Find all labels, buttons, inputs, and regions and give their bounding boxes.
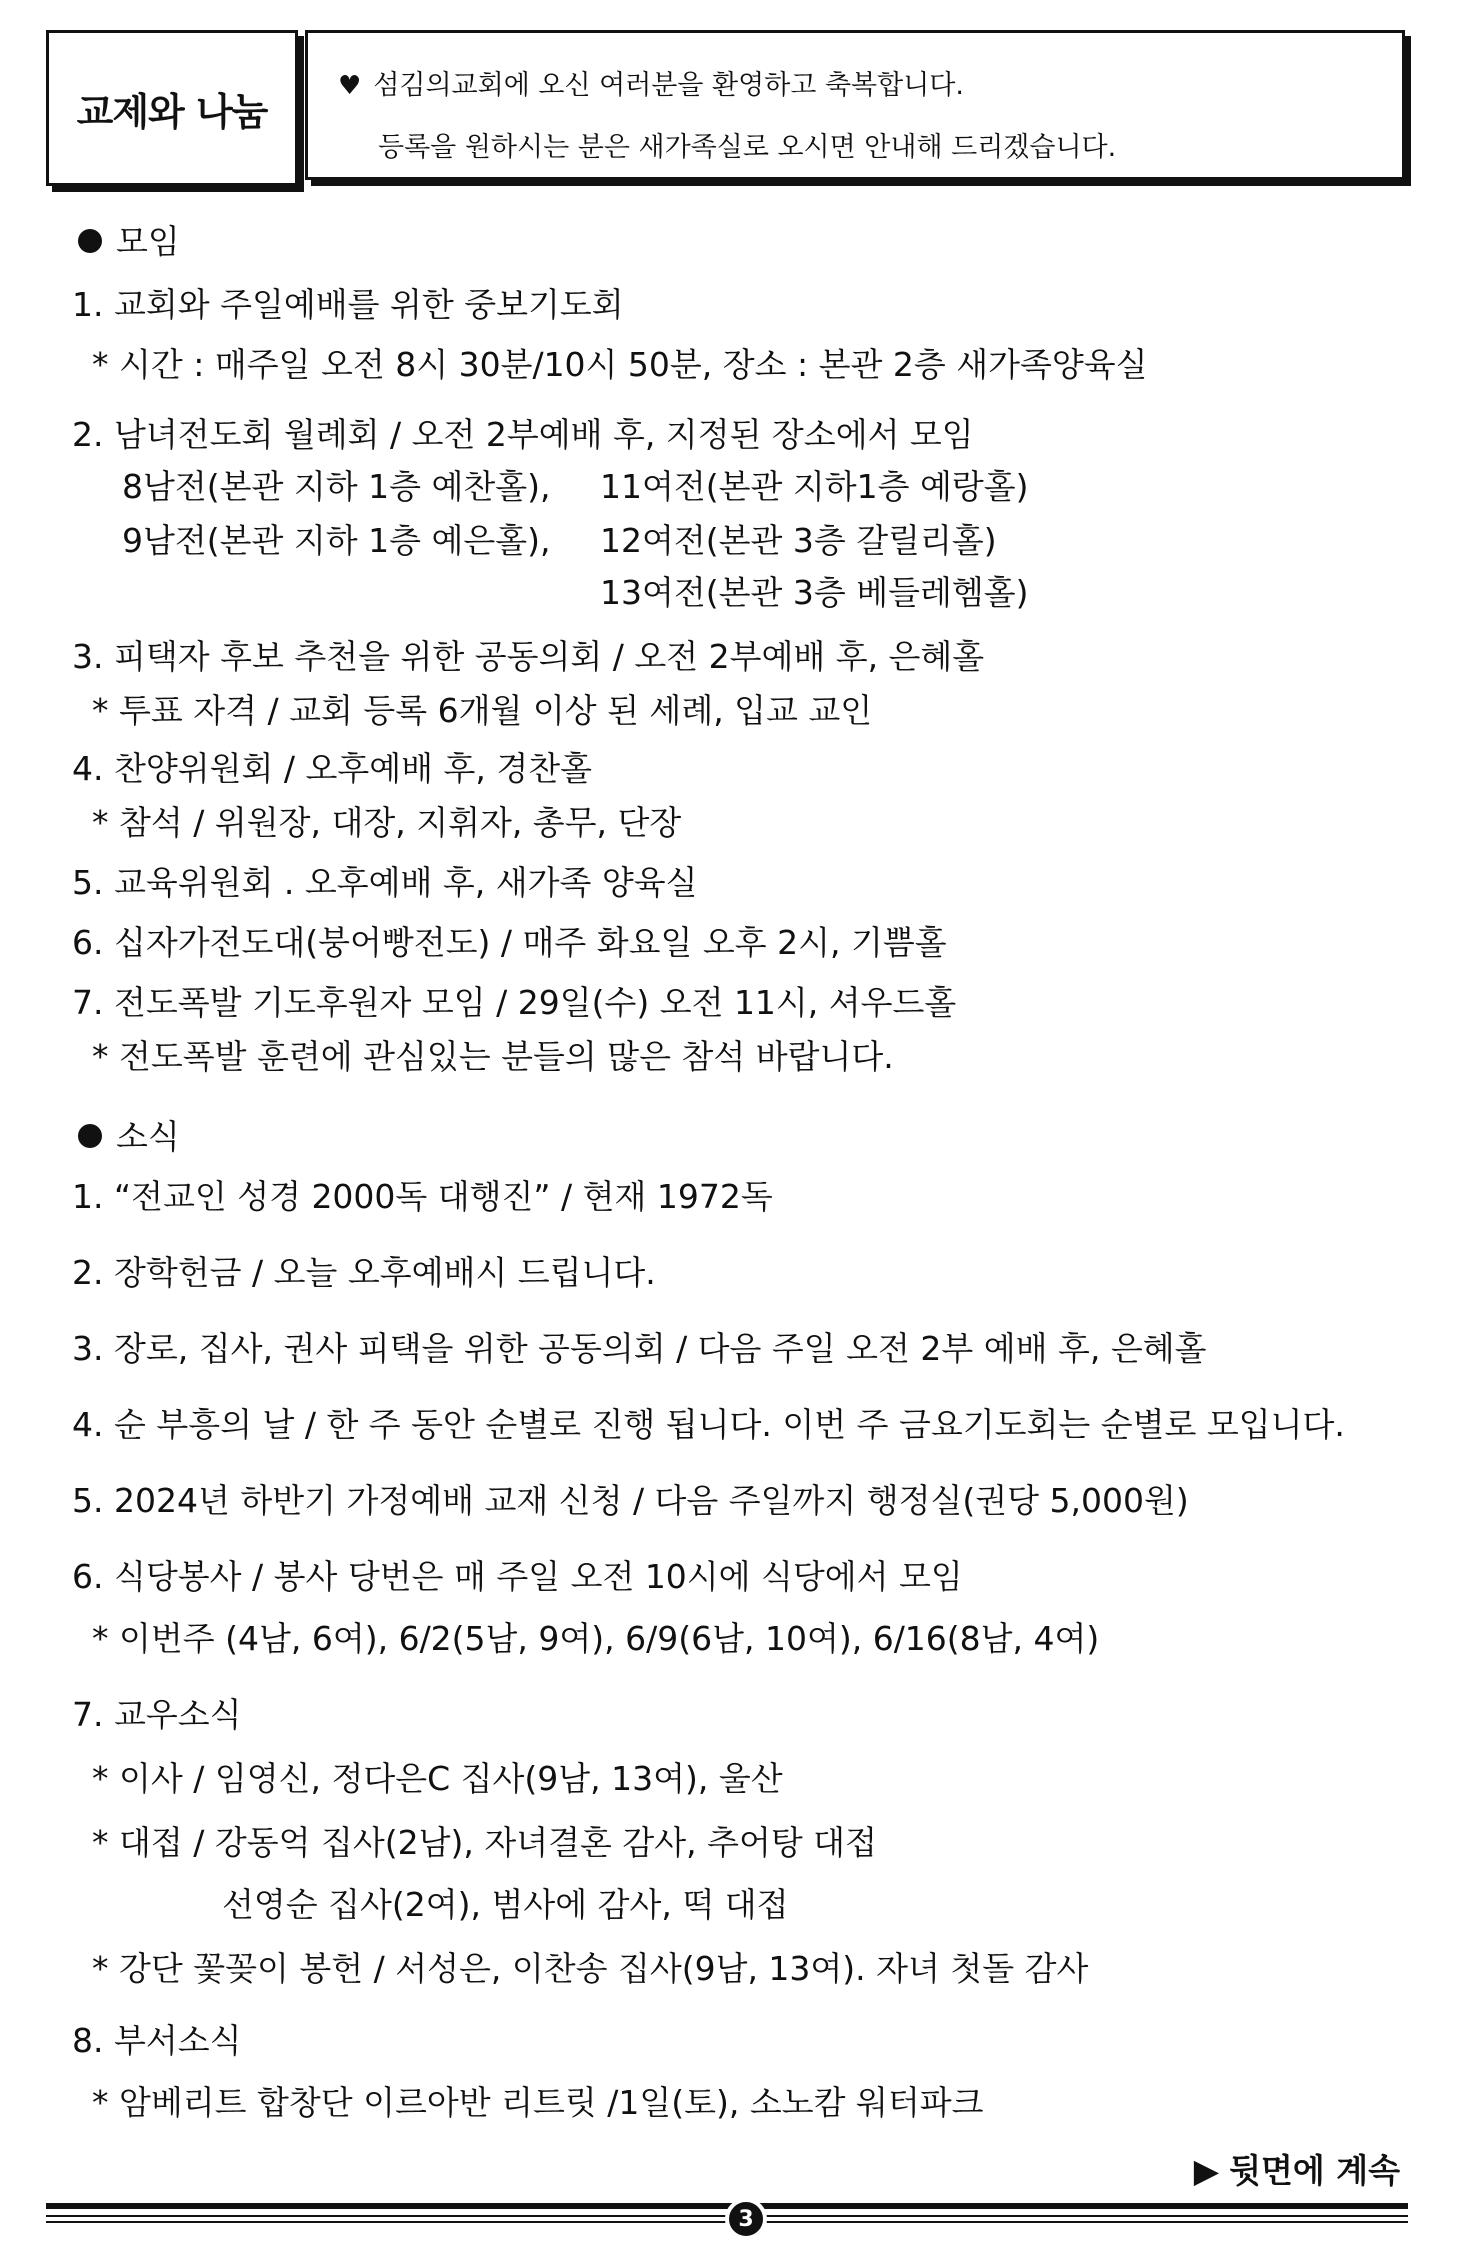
notice-text: * 투표 자격 / 교회 등록 6개월 이상 된 세례, 입교 교인 <box>92 691 873 730</box>
notice-line <box>600 573 1029 612</box>
notice-line <box>92 1949 1089 1988</box>
continue-note <box>1194 2145 1400 2192</box>
bullet-icon <box>78 229 102 253</box>
notice-line <box>600 521 997 560</box>
section-title: 교제와 나눔 <box>76 89 268 134</box>
notice-text: 선영순 집사(2여), 범사에 감사, 떡 대접 <box>222 1885 789 1924</box>
notice-text: 1. 교회와 주일예배를 위한 중보기도회 <box>72 285 624 324</box>
notice-text: * 대접 / 강동억 집사(2남), 자녀결혼 감사, 추어탕 대접 <box>92 1823 877 1862</box>
notice-line <box>72 983 957 1022</box>
notice-line <box>600 467 1029 506</box>
notice-text: * 암베리트 합창단 이르아반 리트릿 /1일(토), 소노캄 워터파크 <box>92 2083 984 2122</box>
notice-line <box>72 1405 1345 1444</box>
notice-text: * 참석 / 위원장, 대장, 지휘자, 총무, 단장 <box>92 803 682 842</box>
notice-line <box>92 1037 894 1076</box>
notice-line <box>72 2021 242 2060</box>
notice-line <box>92 345 1148 384</box>
bullet-icon <box>78 1124 102 1148</box>
notice-text: 소식 <box>116 1117 180 1156</box>
notice-line <box>72 749 592 788</box>
notice-line <box>72 637 985 676</box>
notice-text: * 시간 : 매주일 오전 8시 30분/10시 50분, 장소 : 본관 2층 새가족양육실 <box>92 345 1148 384</box>
notice-line <box>92 1759 783 1798</box>
welcome-box <box>305 30 1405 180</box>
notice-text: 6. 식당봉사 / 봉사 당번은 매 주일 오전 10시에 식당에서 모임 <box>72 1557 963 1596</box>
notice-text: 11여전(본관 지하1층 예랑홀) <box>600 467 1029 506</box>
notice-line <box>72 1177 773 1216</box>
notice-line <box>92 1823 877 1862</box>
section-heading <box>78 222 180 261</box>
notice-text: * 이사 / 임영신, 정다은C 집사(9남, 13여), 울산 <box>92 1759 783 1798</box>
triangle-right-icon: ▶ <box>1193 2151 1220 2190</box>
notice-text: 8. 부서소식 <box>72 2021 242 2060</box>
notice-text: 13여전(본관 3층 베들레헴홀) <box>600 573 1029 612</box>
welcome-text-1: 섬김의교회에 오신 여러분을 환영하고 축복합니다. <box>373 70 964 101</box>
notice-text: 3. 피택자 후보 추천을 위한 공동의회 / 오전 2부예배 후, 은혜홀 <box>72 637 985 676</box>
continue-text: 뒷면에 계속 <box>1229 2151 1400 2190</box>
notice-text: 8남전(본관 지하 1층 예찬홀), <box>122 467 551 506</box>
notice-line <box>72 415 974 454</box>
notice-line <box>122 521 551 560</box>
notice-text: * 전도폭발 훈련에 관심있는 분들의 많은 참석 바랍니다. <box>92 1037 894 1076</box>
notice-text: 3. 장로, 집사, 권사 피택을 위한 공동의회 / 다음 주일 오전 2부 예배 후, 은혜홀 <box>72 1329 1207 1368</box>
notice-text: 6. 십자가전도대(붕어빵전도) / 매주 화요일 오후 2시, 기쁨홀 <box>72 923 947 962</box>
notice-line <box>72 1557 963 1596</box>
notice-line <box>72 863 698 902</box>
notice-line <box>72 285 624 324</box>
notice-line <box>92 2083 984 2122</box>
notice-text: 7. 전도폭발 기도후원자 모임 / 29일(수) 오전 11시, 셔우드홀 <box>72 983 957 1022</box>
notice-text: 5. 2024년 하반기 가정예배 교재 신청 / 다음 주일까지 행정실(권당 5,000원) <box>72 1481 1189 1520</box>
notice-line <box>72 1695 242 1734</box>
notice-text: 9남전(본관 지하 1층 예은홀), <box>122 521 551 560</box>
notice-text: 1. “전교인 성경 2000독 대행진” / 현재 1972독 <box>72 1177 773 1216</box>
notice-text: 2. 장학헌금 / 오늘 오후예배시 드립니다. <box>72 1253 656 1292</box>
section-heading <box>78 1117 180 1156</box>
welcome-line-1 <box>338 63 964 102</box>
notice-text: 5. 교육위원회 . 오후예배 후, 새가족 양육실 <box>72 863 698 902</box>
notice-text: 4. 순 부흥의 날 / 한 주 동안 순별로 진행 됩니다. 이번 주 금요기도회는 순별로 모입니다. <box>72 1405 1345 1444</box>
notice-text: 4. 찬양위원회 / 오후예배 후, 경찬홀 <box>72 749 592 788</box>
notice-line <box>72 923 947 962</box>
notice-text: 모임 <box>116 222 180 261</box>
heart-icon: ♥ <box>338 71 362 101</box>
page-number: 3 <box>725 2198 767 2240</box>
welcome-line-2: 등록을 원하시는 분은 새가족실로 오시면 안내해 드리겠습니다. <box>378 132 1117 163</box>
notice-line <box>72 1253 656 1292</box>
notice-text: 2. 남녀전도회 월례회 / 오전 2부예배 후, 지정된 장소에서 모임 <box>72 415 974 454</box>
notice-line <box>72 1481 1189 1520</box>
notice-text: 7. 교우소식 <box>72 1695 242 1734</box>
notice-line <box>72 1329 1207 1368</box>
notice-line <box>92 803 682 842</box>
notice-text: * 이번주 (4남, 6여), 6/2(5남, 9여), 6/9(6남, 10여), 6/16(8남, 4여) <box>92 1619 1100 1658</box>
notice-line <box>222 1885 789 1924</box>
notice-line <box>122 467 551 506</box>
notice-text: 12여전(본관 3층 갈릴리홀) <box>600 521 997 560</box>
notice-text: * 강단 꽃꽂이 봉헌 / 서성은, 이찬송 집사(9남, 13여). 자녀 첫돌 감사 <box>92 1949 1089 1988</box>
notice-line <box>92 1619 1100 1658</box>
notice-line <box>92 691 873 730</box>
section-title-box <box>46 30 298 186</box>
